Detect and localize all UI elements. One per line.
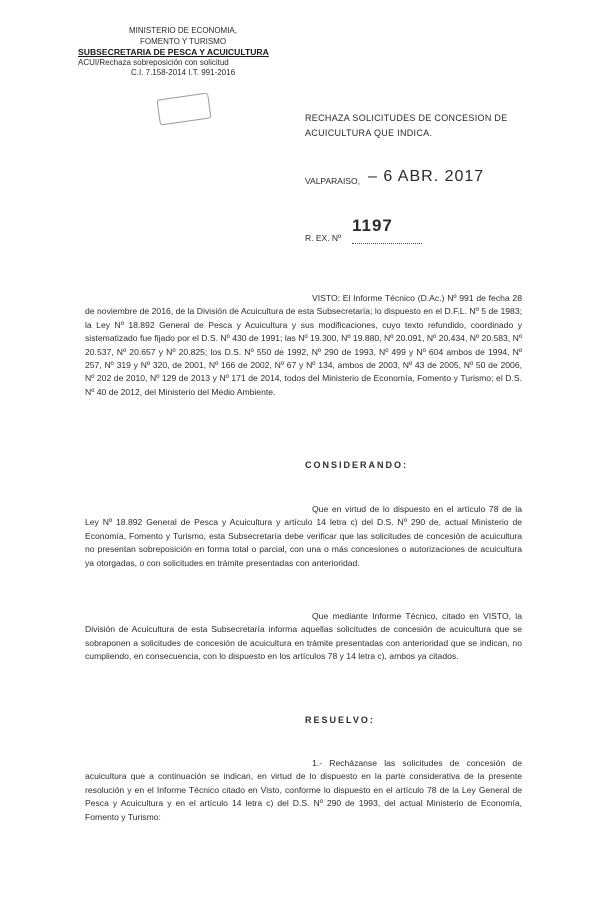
resuelvo-heading: RESUELVO: <box>305 715 375 725</box>
visto-text: VISTO: El Informe Técnico (D.Ac.) Nº 991 de fecha 28 de noviembre de 2016, de la División de Acuicultura de esta Subsecretaría; lo dispuesto en el D.F.L. Nº 5 de 1983; la Ley Nº 18.892 General de Pesca y Acuicultura y sus modificaciones, cuyo texto refundido, coordinado y sistematizado fue fijado por el D.S. Nº 430 de 1991; las Nº 19.300, Nº 19.880, Nº 20.091, Nº 20.434, Nº 20.583, Nº 20.537, Nº 20.657 y Nº 20.825; los D.S. Nº 550 de 1992, Nº 290 de 1993, Nº 499 y Nº 604 ambos de 1994, Nº 257, Nº 319 y Nº 320, de 2001, Nº 166 de 2002, Nº 67 y Nº 134, ambos de 2003, Nº 43 de 2005, Nº 50 de 2006, Nº 202 de 2010, Nº 129 de 2013 y Nº 171 de 2014, todos del Ministerio de Economía, Fomento y Turismo; el D.S. Nº 40 de 2012, del Ministerio del Medio Ambiente. <box>85 293 522 397</box>
considerando-paragraph-1 <box>85 503 522 570</box>
resolution-number: 1197 <box>352 216 393 235</box>
subsecretaria-name: SUBSECRETARIA DE PESCA Y ACUICULTURA <box>78 47 269 57</box>
considerando-paragraph-2 <box>85 610 522 664</box>
ministry-line-1: MINISTERIO DE ECONOMIA, <box>128 26 237 35</box>
resolution-number-line <box>352 243 422 244</box>
reference-line-2: C.I. 7.158-2014 I.T. 991-2016 <box>130 68 236 77</box>
letterhead <box>78 26 288 79</box>
resuelvo-paragraph-1 <box>85 757 522 824</box>
visto-paragraph <box>85 292 522 399</box>
office-stamp <box>156 93 211 126</box>
considerando-2-text: Que mediante Informe Técnico, citado en VISTO, la División de Acuicultura de esta Subsecretaría informa aquellas solicitudes de concesión de acuicultura que se sobraponen a solicitudes de concesión de acuicultura en trámite presentadas con anterioridad que se indican, no cumpliendo, en consecuencia, con lo dispuesto en los artículos 78 y 14 letra c), ambos ya citados. <box>85 611 522 662</box>
place-label: VALPARAISO, <box>305 176 360 186</box>
considerando-heading: CONSIDERANDO: <box>305 460 409 470</box>
date-stamp: – 6 ABR. 2017 <box>368 168 485 185</box>
considerando-1-text: Que en virtud de lo dispuesto en el artículo 78 de la Ley Nº 18.892 General de Pesca y Acuicultura y artículo 14 letra c) del D.S. Nº 290 de, actual Ministerio de Economía, Fomento y Turismo, esta Subsecretaría debe verificar que las solicitudes de concesión de acuicultura no presentan sobreposición en forma total o parcial, con una o más concesiones o autorizaciones de acuicultura ya otorgadas, o con solicitudes en trámite presentadas con anterioridad. <box>85 504 522 568</box>
document-title: RECHAZA SOLICITUDES DE CONCESION DE ACUICULTURA QUE INDICA. <box>305 113 508 138</box>
reference-line-1: ACUI/Rechaza sobreposición con solicitud <box>78 57 229 67</box>
resolution-label: R. EX. Nº <box>305 233 342 243</box>
ministry-line-2: FOMENTO Y TURISMO <box>139 36 227 46</box>
resuelvo-1-text: 1.- Recházanse las solicitudes de concesión de acuicultura que a continuación se indican, en virtud de lo dispuesto en la parte considerativa de la presente resolución y en el Informe Técnico citado en Visto, conforme lo dispuesto en el artículo 78 de la Ley General de Pesca y Acuicultura y en el artículo 14 letra c) del D.S. Nº 290 de 1993, del actual Ministerio de Economía, Fomento y Turismo: <box>85 758 522 822</box>
